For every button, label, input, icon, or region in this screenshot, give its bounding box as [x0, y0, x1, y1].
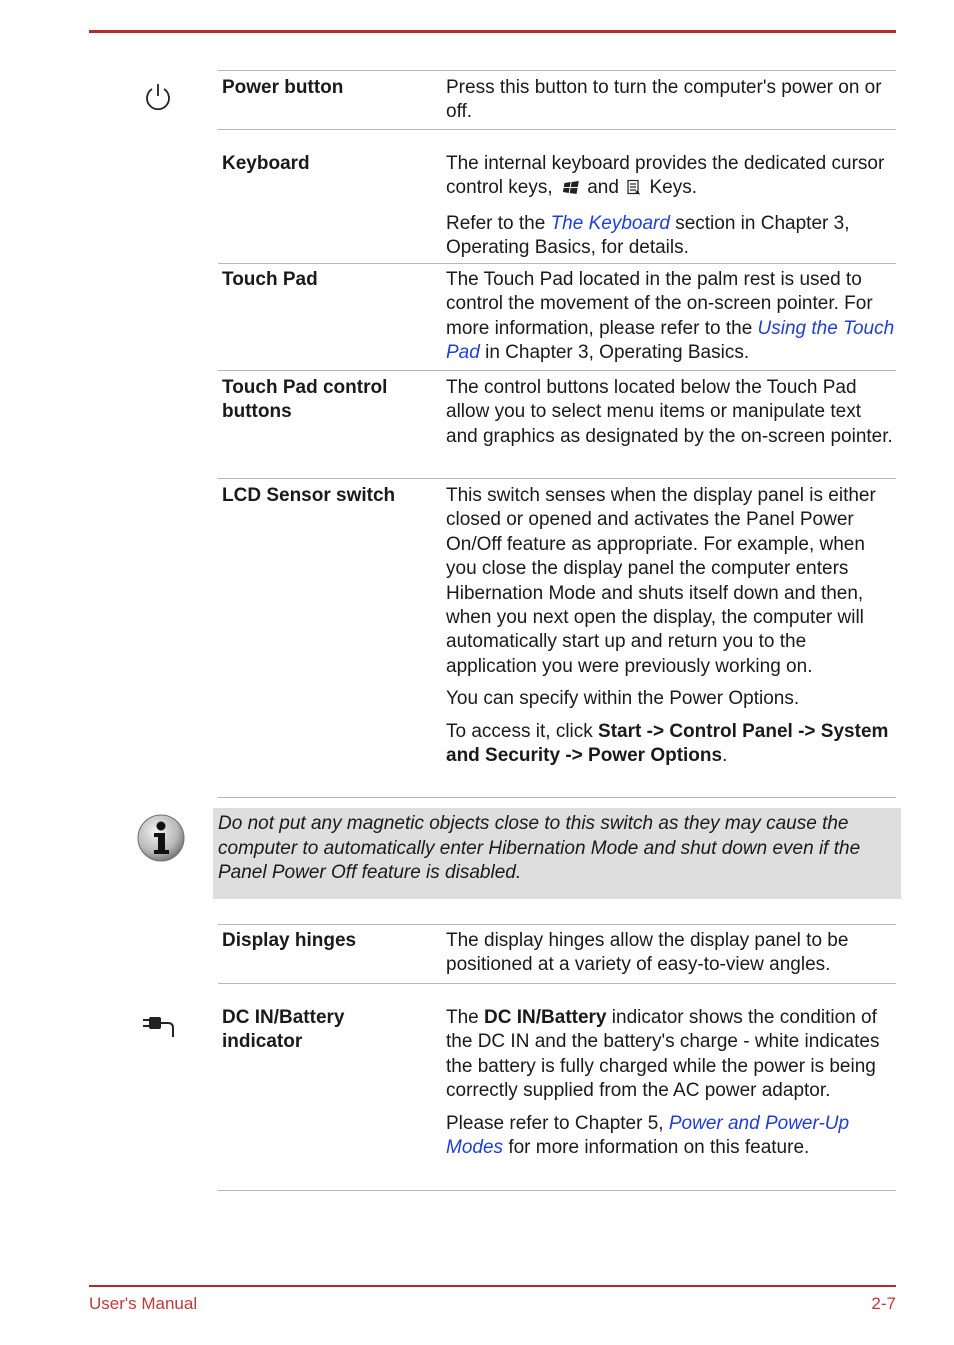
desc-text: This switch senses when the display panel is either closed or opened and activates the Panel Power On/Off feature as appropriate. For example, when you close the display panel the computer enters Hibernation Mode and shuts itself down and then, when you next open the display, the computer will automatically start up and return you to the application you were previously working on.	[446, 485, 876, 677]
table-rule	[218, 370, 896, 371]
table-rule	[218, 1190, 896, 1191]
desc-paragraph	[446, 720, 896, 769]
term-touch-pad: Touch Pad	[222, 269, 318, 290]
term-lcd-sensor-switch: LCD Sensor switch	[222, 485, 396, 506]
desc-text: and	[587, 177, 619, 199]
desc-text: Refer to the	[446, 212, 546, 234]
dc-in-icon	[142, 1012, 176, 1047]
desc-keyboard	[446, 152, 896, 269]
term-line: buttons	[222, 401, 292, 423]
desc-text: .	[722, 745, 728, 767]
footer-rule	[89, 1285, 896, 1287]
term-touch-pad-control-buttons	[222, 376, 432, 425]
term-line: Touch Pad control	[222, 377, 388, 398]
desc-text: Keys.	[649, 177, 698, 199]
link-using-touch-pad[interactable]: Using the Touch Pad	[446, 317, 895, 364]
desc-text: To access it, click	[446, 720, 593, 742]
term-dc-in-battery-indicator	[222, 1006, 432, 1055]
desc-text: for more information on this feature.	[508, 1137, 810, 1159]
desc-text: The internal keyboard provides the dedicated cursor control keys,	[446, 153, 885, 199]
desc-text: Press this button to turn the computer's power on or off.	[446, 77, 882, 123]
windows-key-icon	[561, 179, 579, 203]
desc-paragraph	[446, 1006, 896, 1104]
table-rule	[218, 983, 896, 984]
term-display-hinges: Display hinges	[222, 930, 357, 951]
info-icon	[136, 813, 186, 870]
desc-paragraph	[446, 212, 896, 261]
footer-manual-title: User's Manual	[89, 1294, 198, 1313]
desc-text: The display hinges allow the display panel to be positioned at a variety of easy-to-view angles.	[446, 930, 849, 976]
footer-page-number: 2-7	[871, 1294, 896, 1313]
table-rule	[218, 263, 896, 264]
note-text: Do not put any magnetic objects close to this switch as they may cause the computer to automatically enter Hibernation Mode and shut down even if the Panel Power Off feature is disabled.	[218, 813, 861, 883]
desc-text: The Touch Pad located in the palm rest is used to control the movement of the on-screen pointer. For more information, please refer to the	[446, 269, 873, 339]
term-keyboard: Keyboard	[222, 153, 310, 174]
table-rule	[218, 70, 896, 71]
desc-bold: DC IN/Battery	[484, 1007, 607, 1028]
link-the-keyboard[interactable]: The Keyboard	[550, 212, 670, 234]
desc-paragraph	[446, 1112, 896, 1161]
note-box	[213, 808, 901, 899]
power-icon	[143, 82, 173, 119]
desc-text: The control buttons located below the Touch Pad allow you to select menu items or manipulate text and graphics as designated by the on-screen pointer.	[446, 377, 893, 447]
desc-text: section in Chapter 3, Operating Basics, for details.	[446, 212, 850, 259]
desc-touch-pad	[446, 268, 896, 374]
desc-text: The	[446, 1007, 479, 1028]
term-line: indicator	[222, 1031, 303, 1053]
desc-touch-pad-control-buttons	[446, 376, 896, 457]
term-line: DC IN/Battery	[222, 1007, 345, 1028]
desc-power-button	[446, 76, 896, 133]
table-rule	[218, 478, 896, 479]
desc-dc-in-battery-indicator	[446, 1006, 896, 1168]
desc-text: in Chapter 3, Operating Basics.	[485, 342, 750, 364]
table-rule	[218, 797, 896, 798]
desc-lcd-sensor-switch	[446, 484, 896, 776]
application-key-icon	[626, 179, 642, 203]
desc-paragraph	[446, 152, 896, 204]
link-power-and-power-up-modes[interactable]: Power and Power-Up Modes	[446, 1112, 850, 1159]
term-power-button: Power button	[222, 77, 344, 98]
header-rule	[89, 30, 896, 33]
desc-text: indicator shows the condition of the DC IN and the battery's charge - white indicates the battery is fully charged while the power is being correctly supplied from the AC power adaptor.	[446, 1007, 880, 1102]
desc-text: Please refer to Chapter 5,	[446, 1112, 664, 1134]
desc-text: You can specify within the Power Options.	[446, 688, 800, 710]
table-rule	[218, 129, 896, 130]
table-rule	[218, 924, 896, 925]
desc-paragraph	[446, 268, 896, 366]
desc-display-hinges	[446, 929, 896, 986]
desc-bold-path: Start -> Control Panel -> System and Security -> Power Options	[446, 720, 889, 767]
